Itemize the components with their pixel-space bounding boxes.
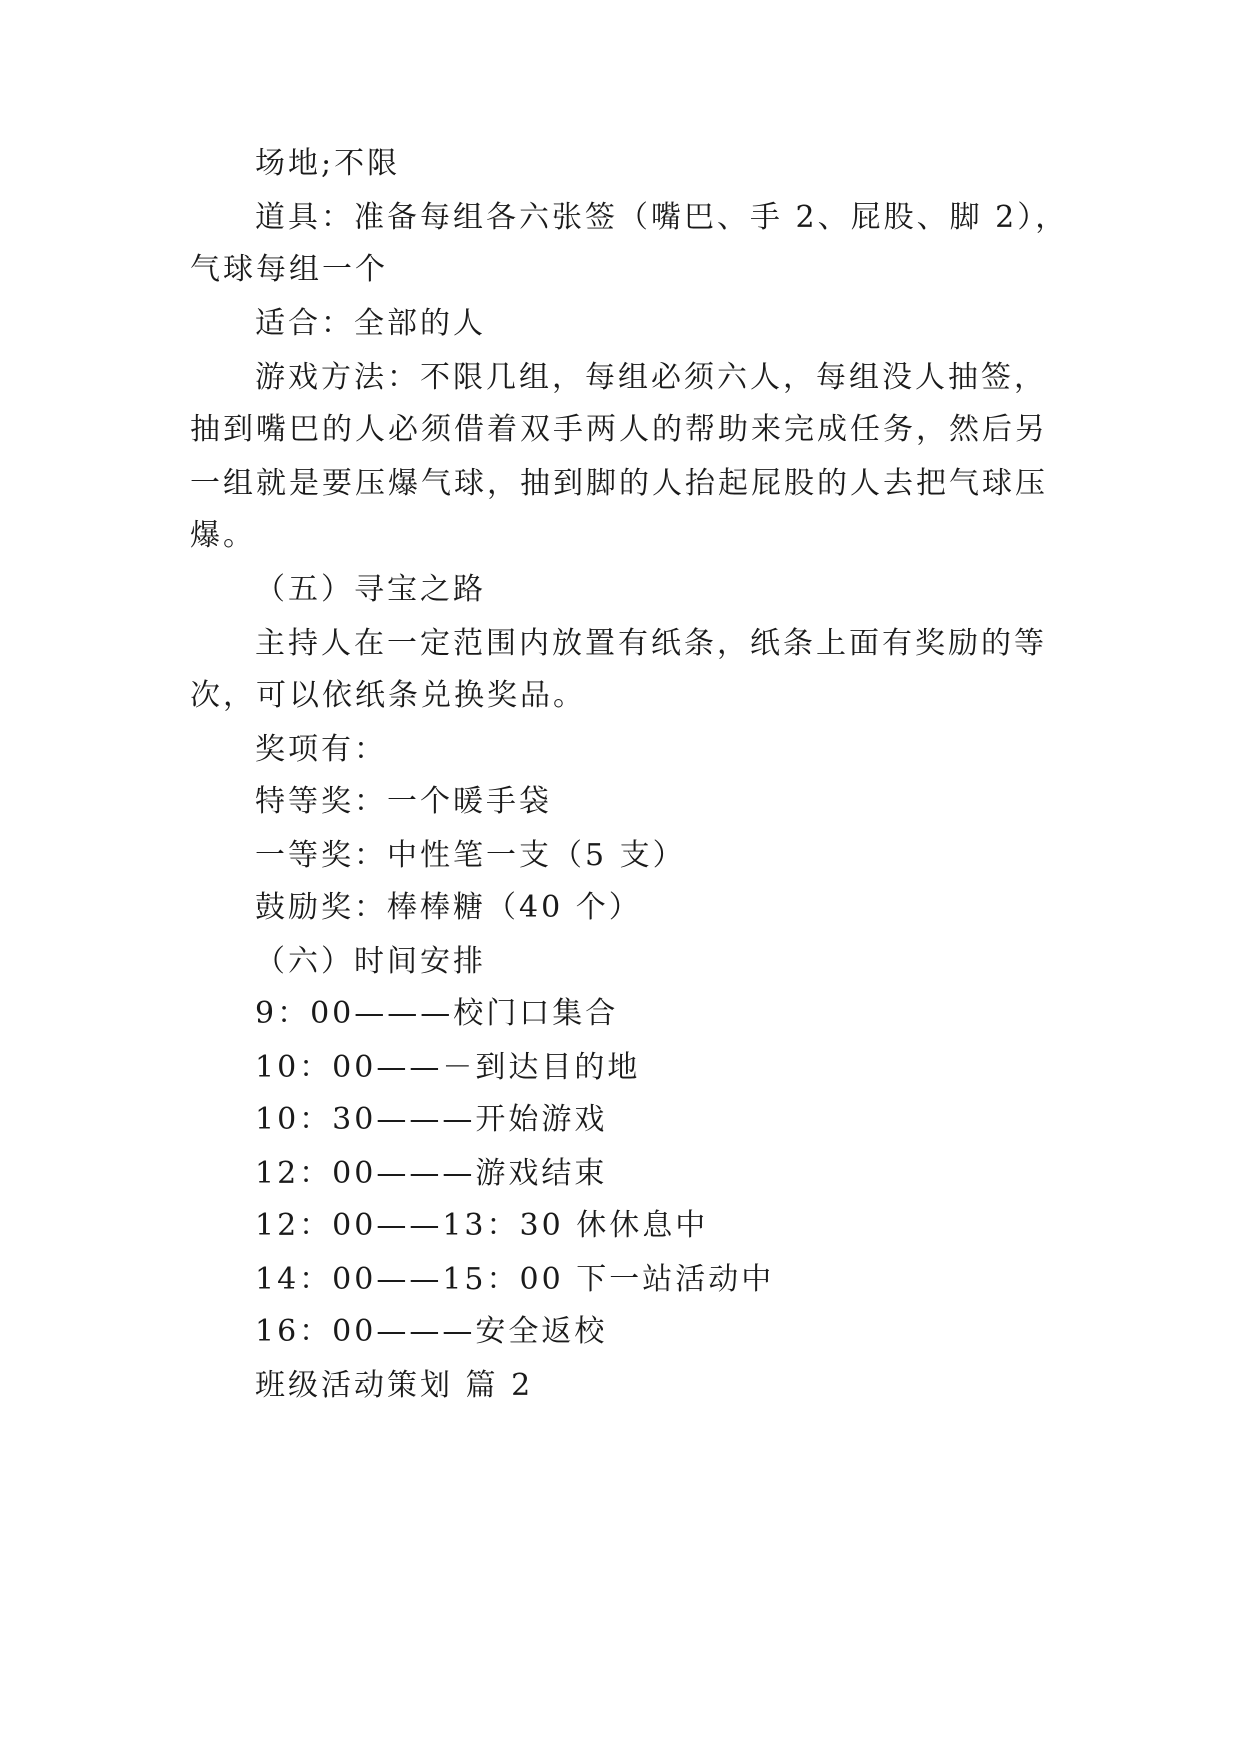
section-heading-treasure: （五）寻宝之路 (255, 572, 486, 607)
next-section-title: 班级活动策划 篇 2 (255, 1368, 534, 1403)
prize-first: 一等奖：中性笔一支（5 支） (255, 838, 686, 873)
prizes-heading: 奖项有： (255, 732, 387, 767)
prize-special: 特等奖：一个暖手袋 (255, 784, 552, 819)
treasure-desc-line-2: 次，可以依纸条兑换奖品。 (190, 678, 586, 713)
section-heading-schedule: （六）时间安排 (255, 944, 486, 979)
suitable-line: 适合：全部的人 (255, 306, 486, 341)
schedule-item: 16：00———安全返校 (255, 1314, 608, 1349)
game-method-line: 游戏方法：不限几组，每组必须六人，每组没人抽签， (255, 360, 1047, 395)
props-line: 道具：准备每组各六张签（嘴巴、手 2、屁股、脚 2）， (255, 200, 1069, 235)
game-method-line-2: 抽到嘴巴的人必须借着双手两人的帮助来完成任务，然后另 (190, 412, 1048, 447)
prize-encouragement: 鼓励奖：棒棒糖（40 个） (255, 890, 642, 925)
venue-line: 场地;不限 (255, 146, 401, 181)
game-method-line-3: 一组就是要压爆气球，抽到脚的人抬起屁股的人去把气球压 (190, 466, 1048, 501)
treasure-desc-line: 主持人在一定范围内放置有纸条，纸条上面有奖励的等 (255, 626, 1047, 661)
schedule-item: 14：00——15：00 下一站活动中 (255, 1262, 775, 1297)
schedule-item: 10：30———开始游戏 (255, 1102, 608, 1137)
schedule-item: 12：00———游戏结束 (255, 1156, 608, 1191)
schedule-item: 10：00——－到达目的地 (255, 1050, 641, 1085)
game-method-line-4: 爆。 (190, 518, 256, 553)
schedule-item: 12：00——13：30 休休息中 (255, 1208, 709, 1243)
schedule-item: 9：00———校门口集合 (255, 996, 619, 1031)
props-line-continued: 气球每组一个 (190, 252, 388, 287)
